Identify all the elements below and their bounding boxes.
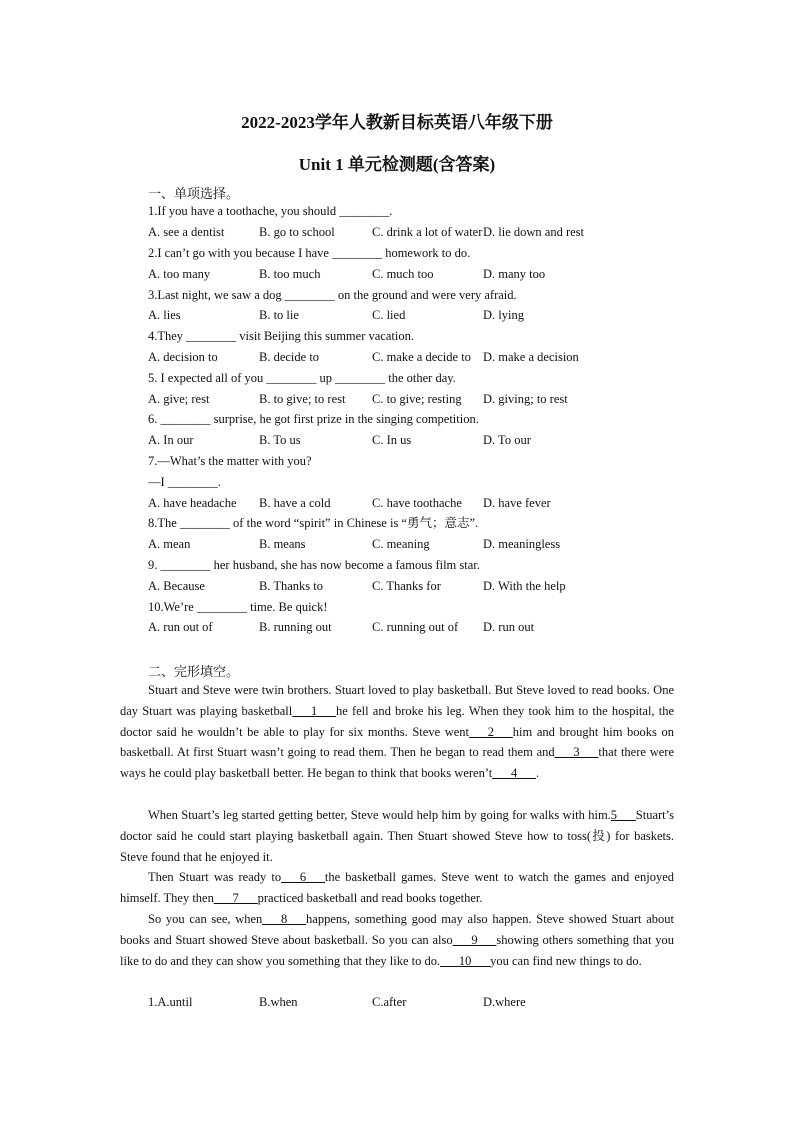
cloze-paragraph-1 bbox=[120, 680, 674, 784]
option-d: D. To our bbox=[483, 433, 531, 447]
question-10: 10.We’re ________ time. Be quick! bbox=[148, 600, 328, 614]
option-a: A. too many bbox=[148, 267, 211, 281]
option-c: C.after bbox=[372, 995, 407, 1009]
blank-4: ___4___ bbox=[492, 766, 536, 781]
cloze-paragraph-4 bbox=[120, 909, 674, 971]
question-9-options bbox=[148, 578, 668, 594]
option-a: A. lies bbox=[148, 308, 181, 322]
text: Stuart and Steve were twin brothers. Stuart loved to play basketball. But Steve loved to read books. One day Stuart was playing basketball bbox=[120, 683, 674, 718]
option-a: A. In our bbox=[148, 433, 194, 447]
page-title: 2022-2023学年人教新目标英语八年级下册 bbox=[241, 113, 553, 132]
option-a: A. have headache bbox=[148, 496, 237, 510]
blank-3: ___3___ bbox=[554, 745, 599, 760]
blank-8: ___8___ bbox=[262, 912, 307, 926]
option-d: D. meaningless bbox=[483, 537, 561, 551]
question-10-options bbox=[148, 619, 668, 635]
question-4-options bbox=[148, 349, 668, 365]
text: he fell and broke his leg. When they took him to the hospital, the doctor said he wouldn’t be able to play for six months. Steve went bbox=[120, 703, 674, 739]
question-3-options bbox=[148, 307, 668, 323]
question-4: 4.They ________ visit Beijing this summer vacation. bbox=[148, 329, 414, 343]
option-b: B. have a cold bbox=[259, 496, 331, 510]
option-d: D. have fever bbox=[483, 496, 551, 510]
text: Stuart’s doctor said he could start playing basketball again. Then Stuart showed Steve how to toss(投) for baskets. Steve found that he enjoyed it. bbox=[120, 808, 674, 864]
text: practiced basketball and read books together. bbox=[257, 890, 483, 905]
option-c: C. much too bbox=[372, 267, 434, 281]
blank-2: ___2___ bbox=[469, 724, 513, 739]
option-a: A. decision to bbox=[148, 350, 218, 364]
question-5-options bbox=[148, 391, 668, 407]
option-d: D. lie down and rest bbox=[483, 225, 585, 239]
text: . bbox=[536, 766, 540, 781]
option-c: C. Thanks for bbox=[372, 579, 441, 593]
option-b: B. Thanks to bbox=[259, 579, 324, 593]
text: the basketball games. Steve went to watch the games and enjoyed himself. They then bbox=[120, 870, 674, 905]
option-a: A. give; rest bbox=[148, 392, 210, 406]
option-b: B. to give; to rest bbox=[259, 392, 346, 406]
option-b: B. to lie bbox=[259, 308, 299, 322]
option-b: B. means bbox=[259, 537, 306, 551]
blank-9: ___9___ bbox=[452, 932, 497, 947]
option-b: B. too much bbox=[259, 267, 321, 281]
blank-10: ___10___ bbox=[440, 953, 491, 968]
question-8-options bbox=[148, 536, 668, 552]
option-c: C. meaning bbox=[372, 537, 430, 551]
question-9: 9. ________ her husband, she has now become a famous film star. bbox=[148, 558, 480, 572]
option-c: C. to give; resting bbox=[372, 392, 462, 406]
option-d: D.where bbox=[483, 995, 526, 1009]
blank-6: ___6___ bbox=[281, 870, 325, 884]
option-a: A. Because bbox=[148, 579, 205, 593]
option-d: D. giving; to rest bbox=[483, 392, 568, 406]
blank-5: 5___ bbox=[610, 808, 636, 822]
option-c: C. running out of bbox=[372, 620, 459, 634]
question-5: 5. I expected all of you ________ up ________ the other day. bbox=[148, 371, 456, 385]
option-a: A. see a dentist bbox=[148, 225, 225, 239]
question-2: 2.I can’t go with you because I have ________ homework to do. bbox=[148, 246, 471, 260]
page-subtitle: Unit 1 单元检测题(含答案) bbox=[298, 155, 496, 174]
option-c: C. make a decide to bbox=[372, 350, 471, 364]
question-6: 6. ________ surprise, he got first prize in the singing competition. bbox=[148, 412, 479, 426]
question-1: 1.If you have a toothache, you should ________. bbox=[148, 204, 393, 218]
question-6-options bbox=[148, 432, 668, 448]
text: When Stuart’s leg started getting better, Steve would help him by going for walks with him. bbox=[148, 808, 611, 822]
option-d: D. many too bbox=[483, 267, 546, 281]
option-c: C. In us bbox=[372, 433, 412, 447]
question-7-response: —I ________. bbox=[148, 475, 221, 489]
option-c: C. drink a lot of water bbox=[372, 225, 483, 239]
option-a: 1.A.until bbox=[148, 995, 193, 1009]
text: you can find new things to do. bbox=[490, 953, 642, 968]
blank-1: ___1___ bbox=[292, 703, 336, 718]
question-7-options bbox=[148, 495, 668, 511]
option-d: D. lying bbox=[483, 308, 524, 322]
option-b: B. decide to bbox=[259, 350, 320, 364]
option-b: B.when bbox=[259, 995, 298, 1009]
option-c: C. lied bbox=[372, 308, 406, 322]
option-a: A. mean bbox=[148, 537, 191, 551]
option-d: D. run out bbox=[483, 620, 535, 634]
option-c: C. have toothache bbox=[372, 496, 462, 510]
text: happens, something good may also happen. Steve showed Stuart about books and Stuart showed Steve about basketball. So you can also bbox=[120, 912, 674, 947]
text: So you can see, when bbox=[148, 912, 263, 926]
cloze-paragraph-3 bbox=[120, 867, 674, 909]
option-d: D. With the help bbox=[483, 579, 566, 593]
option-b: B. go to school bbox=[259, 225, 335, 239]
option-d: D. make a decision bbox=[483, 350, 579, 364]
question-1-options bbox=[148, 224, 668, 240]
text: him and brought him books on basketball. At first Stuart wasn’t going to read them. Then he began to read them and bbox=[120, 724, 674, 760]
option-b: B. running out bbox=[259, 620, 332, 634]
text: that there were ways he could play basketball better. He began to think that books weren’t bbox=[120, 745, 675, 781]
question-2-options bbox=[148, 266, 668, 282]
cloze-question-1-options bbox=[148, 994, 668, 1010]
option-a: A. run out of bbox=[148, 620, 213, 634]
text: showing others something that you like to do and they can show you something that they like to do. bbox=[120, 932, 674, 968]
question-7: 7.—What’s the matter with you? bbox=[148, 454, 312, 468]
section-heading-choice: 一、单项选择。 bbox=[148, 186, 240, 201]
text: Then Stuart was ready to bbox=[148, 870, 282, 884]
question-8: 8.The ________ of the word “spirit” in Chinese is “勇气；意志”. bbox=[148, 516, 479, 530]
option-b: B. To us bbox=[259, 433, 301, 447]
blank-7: ___7___ bbox=[213, 890, 258, 905]
question-3: 3.Last night, we saw a dog ________ on the ground and were very afraid. bbox=[148, 288, 517, 302]
section-heading-cloze: 二、完形填空。 bbox=[148, 664, 240, 679]
cloze-paragraph-2 bbox=[120, 805, 674, 867]
